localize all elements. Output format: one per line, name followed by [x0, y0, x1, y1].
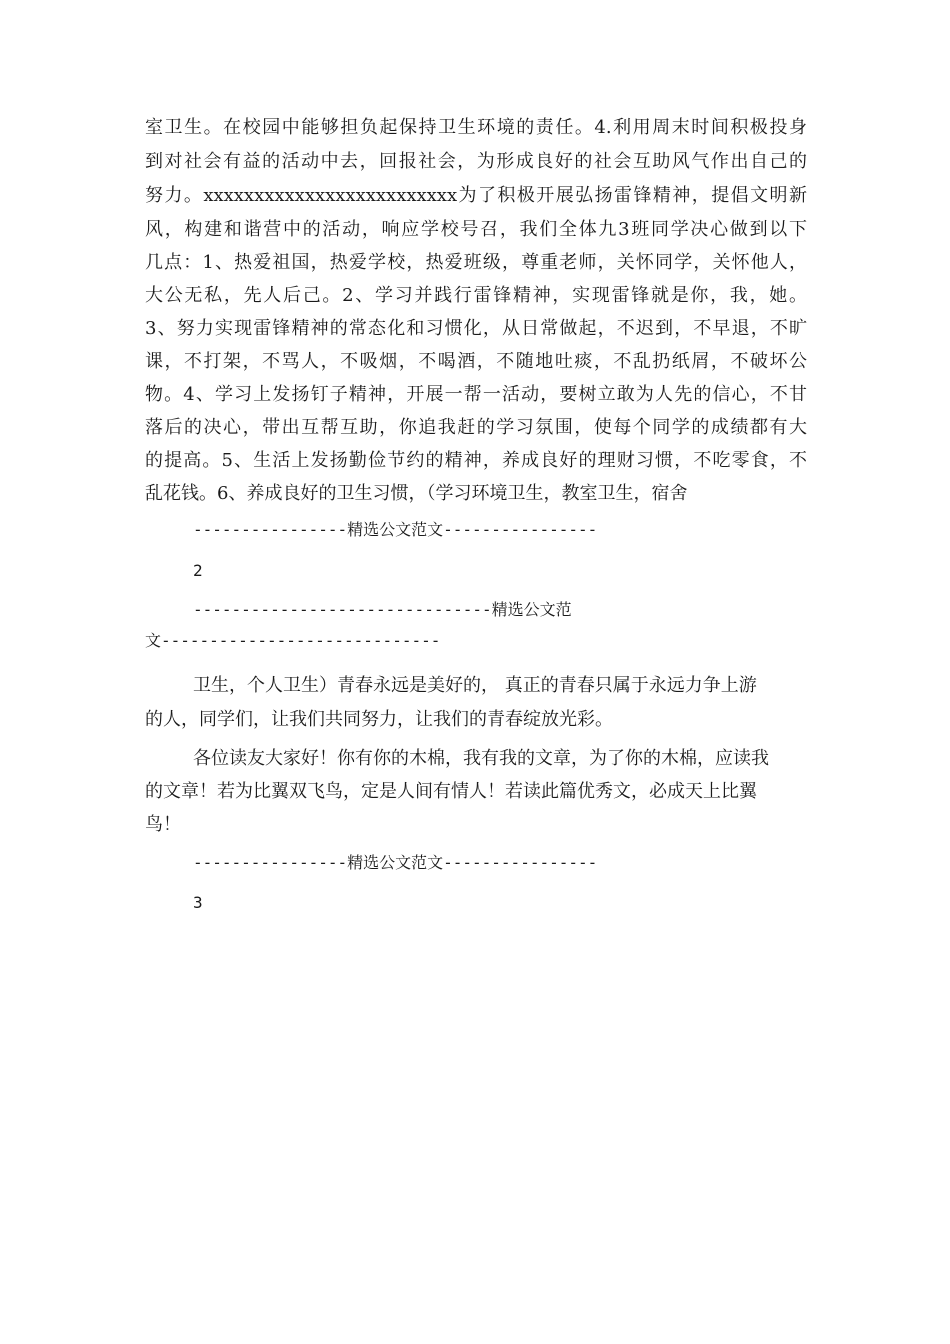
body-line: 落后的决心，带出互帮互助，你追我赶的学习氛围，使每个同学的成绩都有大: [145, 417, 807, 438]
body-line: 卫生，个人卫生）青春永远是美好的， 真正的青春只属于永远力争上游: [193, 675, 757, 696]
body-line: 的提高。5、生活上发扬勤俭节约的精神，养成良好的理财习惯，不吃零食，不: [145, 450, 807, 471]
body-line: 大公无私，先人后己。2、学习并践行雷锋精神，实现雷锋就是你，我，她。: [145, 285, 807, 306]
body-line: 的人，同学们，让我们共同努力，让我们的青春绽放光彩。: [145, 709, 613, 730]
body-line: 几点：1、热爱祖国，热爱学校，热爱班级，尊重老师，关怀同学，关怀他人，: [145, 252, 807, 273]
body-line: 乱花钱。6、养成良好的卫生习惯，（学习环境卫生，教室卫生，宿舍: [145, 483, 688, 504]
body-line: 物。4、学习上发扬钉子精神，开展一帮一活动，要树立敢为人先的信心，不甘: [145, 384, 807, 405]
body-line: 到对社会有益的活动中去，回报社会，为形成良好的社会互助风气作出自己的: [145, 151, 807, 172]
body-line: 风，构建和谐营中的活动，响应学校号召，我们全体九3班同学决心做到以下: [145, 219, 807, 240]
page-number: 2: [193, 561, 203, 580]
body-line: 的文章！若为比翼双飞鸟，定是人间有情人！若读此篇优秀文，必成天上比翼: [145, 781, 757, 802]
page-footer-divider: ----------------精选公文范文----------------: [193, 520, 598, 539]
body-line: 室卫生。在校园中能够担负起保持卫生环境的责任。4.利用周末时间积极投身: [145, 117, 807, 138]
page-header-divider: -------------------------------精选公文范: [193, 600, 572, 619]
body-line: 努力。xxxxxxxxxxxxxxxxxxxxxxxxx为了积极开展弘扬雷锋精神，提倡文明新: [145, 185, 807, 206]
page-number: 3: [193, 893, 203, 912]
body-line: 3、努力实现雷锋精神的常态化和习惯化，从日常做起，不迟到，不早退，不旷: [145, 318, 807, 339]
body-line: 课，不打架，不骂人，不吸烟，不喝酒，不随地吐痰，不乱扔纸屑，不破坏公: [145, 351, 807, 372]
body-line: 各位读友大家好！你有你的木棉，我有我的文章，为了你的木棉，应读我: [193, 748, 769, 769]
page-header-divider-continued: 文-----------------------------: [145, 631, 441, 650]
body-line: 鸟！: [145, 814, 181, 835]
page-footer-divider: ----------------精选公文范文----------------: [193, 853, 598, 872]
